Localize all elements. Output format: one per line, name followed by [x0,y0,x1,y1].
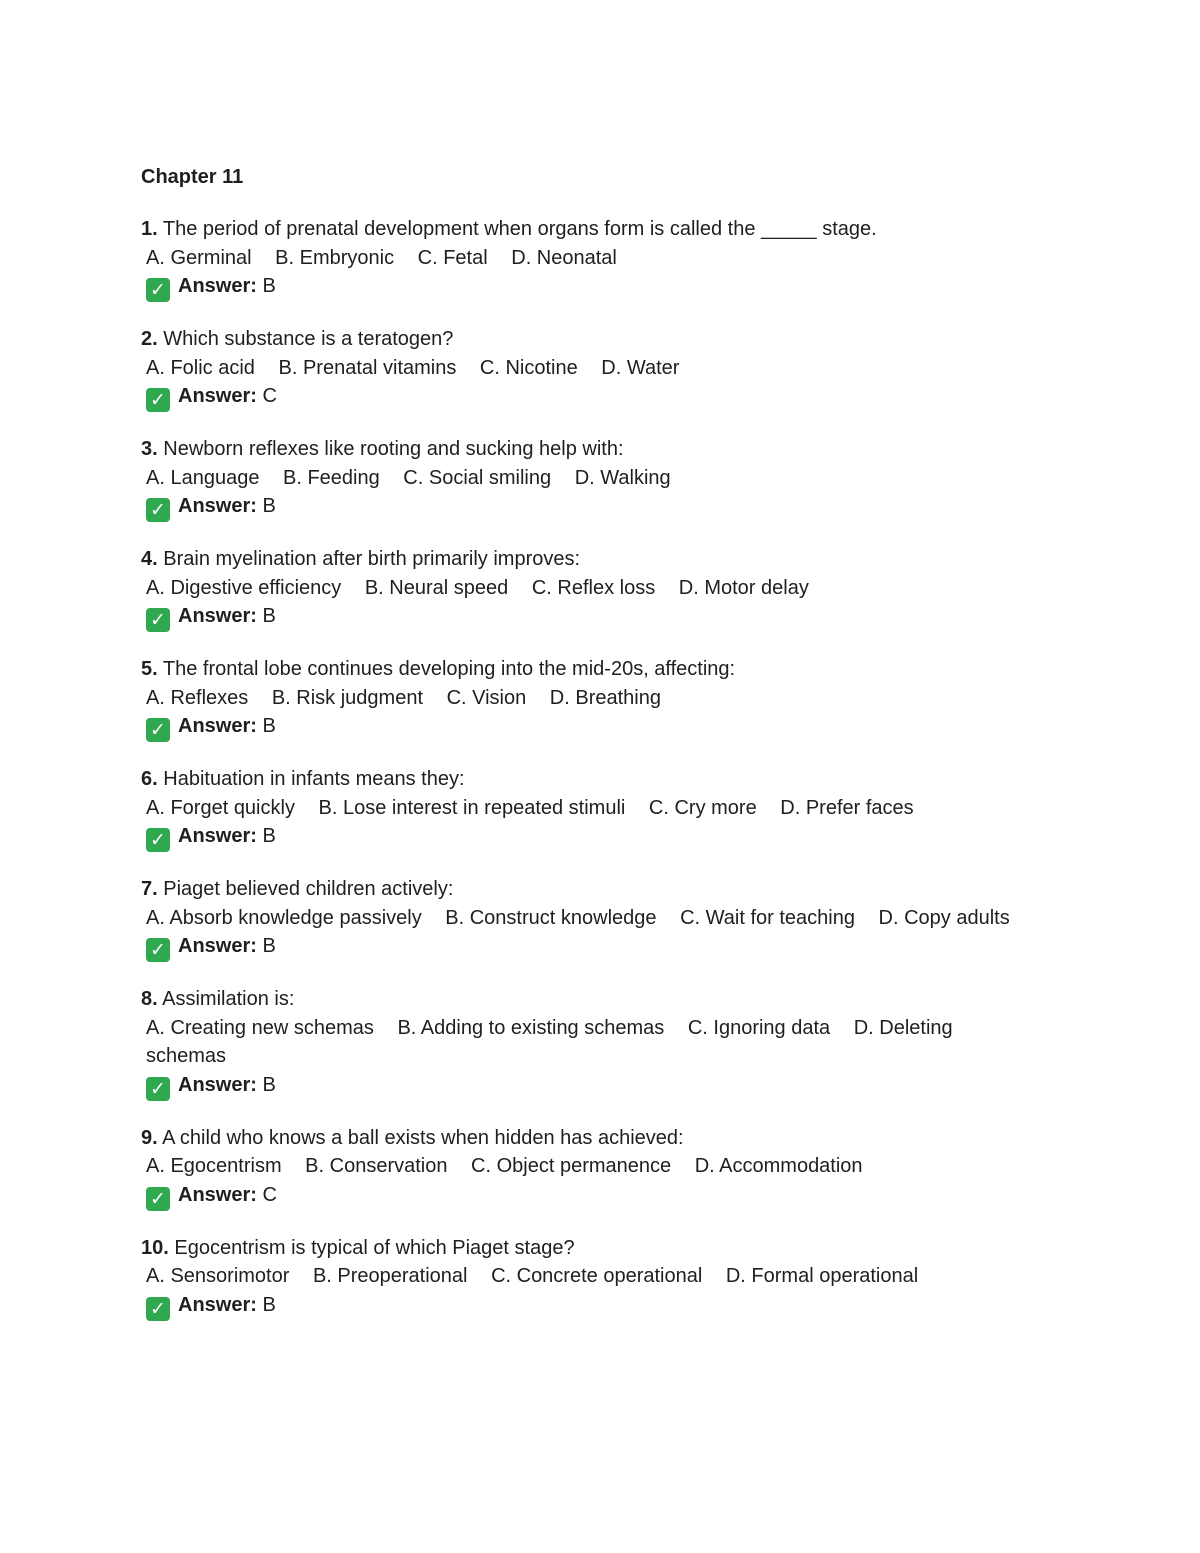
answer-option: B. Neural speed [364,576,509,599]
answer-option: A. Folic acid [146,356,255,379]
answer-line [141,602,1021,632]
answer-option: A. Germinal [146,246,252,269]
answer-option: B. Lose interest in repeated stimuli [318,796,626,819]
question-line [141,215,1021,244]
answer-options [141,684,1021,713]
answer-option: D. Neonatal [511,246,617,269]
question-line [141,1234,1021,1263]
answer-option: A. Creating new schemas [146,1016,374,1039]
question-item-5 [141,655,1021,742]
question-number: 7. [141,878,158,900]
answer-option: C. Reflex loss [531,576,656,599]
answer-value: B [262,825,276,847]
question-line [141,765,1021,794]
answer-value: B [262,495,276,517]
answer-label: Answer: [178,495,257,517]
check-mark-icon: ✓ [146,938,170,962]
question-number: 6. [141,768,158,790]
answer-options [141,1262,1021,1291]
question-item-6 [141,765,1021,852]
question-text: The period of prenatal development when organs form is called the _____ stage. [162,218,877,240]
question-item-9 [141,1124,1021,1211]
document-page [141,163,1021,1344]
question-text: A child who knows a ball exists when hidden has achieved: [162,1126,684,1149]
question-number: 1. [141,218,158,240]
answer-label: Answer: [178,1183,257,1206]
answer-line [141,1291,1021,1321]
answer-option: C. Social smiling [403,466,552,489]
check-mark-icon: ✓ [146,278,170,302]
answer-label: Answer: [178,715,257,737]
answer-options [141,1014,1021,1071]
question-number: 2. [141,328,158,350]
answer-options [141,794,1021,823]
answer-option: B. Construct knowledge [445,906,657,929]
question-item-4 [141,545,1021,632]
answer-line [141,932,1021,962]
question-line [141,875,1021,904]
answer-option: C. Concrete operational [491,1265,703,1287]
question-text: Habituation in infants means they: [163,768,465,790]
answer-option: B. Prenatal vitamins [278,356,457,379]
answer-label: Answer: [178,1293,257,1316]
check-mark-icon: ✓ [146,1187,170,1211]
question-text: Newborn reflexes like rooting and sucking help with: [163,438,624,460]
question-number: 8. [141,988,158,1010]
answer-option: B. Feeding [283,466,380,489]
answer-label: Answer: [178,605,257,627]
question-number: 10. [141,1236,169,1259]
answer-options [141,354,1021,383]
answer-line [141,712,1021,742]
answer-label: Answer: [178,825,257,847]
check-mark-icon: ✓ [146,388,170,412]
check-mark-icon: ✓ [146,828,170,852]
question-number: 5. [141,658,158,680]
answer-value: B [262,1293,276,1316]
question-text: Egocentrism is typical of which Piaget stage? [174,1236,575,1259]
question-number: 3. [141,438,158,460]
answer-option: C. Ignoring data [687,1016,831,1039]
answer-value: B [262,605,276,627]
answer-option: D. Water [601,356,680,379]
chapter-title: Chapter 11 [141,166,244,188]
answer-value: B [262,715,276,737]
answer-option: D. Motor delay [678,576,809,599]
answer-value: B [262,1073,276,1096]
question-number: 4. [141,548,158,570]
answer-option: D. Formal operational [725,1265,919,1287]
answer-options [141,464,1021,493]
answer-option: A. Forget quickly [146,796,295,819]
answer-option: D. Prefer faces [780,796,914,819]
check-mark-icon: ✓ [146,1297,170,1321]
question-line [141,1124,1021,1153]
answer-value: C [262,1183,277,1206]
question-line [141,435,1021,464]
answer-option: B. Embryonic [275,246,395,269]
answer-options [141,904,1021,933]
answer-option: C. Wait for teaching [680,906,855,929]
question-item-1 [141,215,1021,302]
answer-line [141,492,1021,522]
answer-option: C. Cry more [648,796,757,819]
answer-option: C. Nicotine [479,356,578,379]
answer-label: Answer: [178,1073,257,1096]
question-number: 9. [141,1126,158,1149]
answer-option: A. Digestive efficiency [146,576,342,599]
answer-value: B [262,275,276,297]
question-text: The frontal lobe continues developing into the mid-20s, affecting: [162,658,736,680]
answer-line [141,822,1021,852]
question-line [141,325,1021,354]
answer-options [141,244,1021,273]
answer-option: D. Walking [574,466,671,489]
answer-option: D. Deleting schemas [146,1016,953,1067]
answer-value: B [262,935,276,957]
answer-option: C. Object permanence [471,1155,672,1177]
answer-line [141,272,1021,302]
answer-option: B. Risk judgment [271,686,423,709]
question-text: Assimilation is: [162,988,295,1010]
answer-option: B. Preoperational [312,1265,468,1287]
question-line [141,985,1021,1014]
question-line [141,545,1021,574]
check-mark-icon: ✓ [146,718,170,742]
question-line [141,655,1021,684]
answer-line [141,382,1021,412]
question-text: Brain myelination after birth primarily improves: [163,548,581,570]
answer-options [141,574,1021,603]
question-item-8 [141,985,1021,1101]
answer-option: C. Vision [446,686,527,709]
answer-value: C [262,385,277,407]
answer-option: A. Egocentrism [146,1155,282,1177]
answer-option: D. Accommodation [694,1155,863,1177]
answer-option: B. Conservation [305,1155,448,1177]
answer-line [141,1181,1021,1211]
answer-option: A. Sensorimotor [146,1265,290,1287]
answer-option: C. Fetal [417,246,488,269]
answer-option: A. Absorb knowledge passively [146,906,422,929]
answer-label: Answer: [178,935,257,957]
check-mark-icon: ✓ [146,1077,170,1101]
answer-option: D. Copy adults [878,906,1010,929]
question-item-10 [141,1234,1021,1321]
question-item-7 [141,875,1021,962]
question-text: Piaget believed children actively: [163,878,454,900]
question-text: Which substance is a teratogen? [163,328,454,350]
question-list [141,215,1021,1321]
answer-label: Answer: [178,275,257,297]
answer-option: B. Adding to existing schemas [397,1016,665,1039]
answer-options [141,1152,1021,1181]
check-mark-icon: ✓ [146,608,170,632]
check-mark-icon: ✓ [146,498,170,522]
answer-option: A. Language [146,466,260,489]
answer-line [141,1071,1021,1101]
answer-label: Answer: [178,385,257,407]
answer-option: A. Reflexes [146,686,249,709]
question-item-2 [141,325,1021,412]
question-item-3 [141,435,1021,522]
answer-option: D. Breathing [549,686,661,709]
